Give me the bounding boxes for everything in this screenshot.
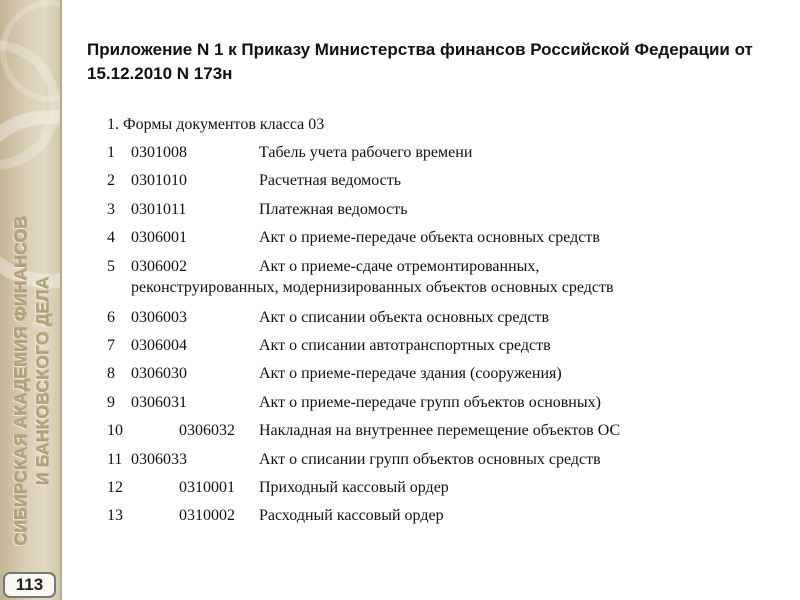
- item-number: 9: [107, 393, 115, 411]
- list-item: [107, 332, 767, 360]
- form-title: Акт о списании объекта основных средств: [259, 308, 550, 326]
- form-code: 0306033: [131, 450, 187, 468]
- item-number: 3: [107, 200, 115, 218]
- academy-name-vertical: [9, 211, 53, 551]
- form-title: Приходный кассовый ордер: [259, 478, 449, 496]
- form-title: Накладная на внутреннее перемещение объектов ОС: [259, 422, 621, 440]
- form-code: 0306030: [131, 365, 187, 383]
- page-number-badge: 113: [3, 572, 56, 598]
- item-number: 11: [107, 450, 123, 468]
- page-title: Приложение N 1 к Приказу Министерства финансов Российской Федерации от 15.12.2010 N 173н: [87, 40, 753, 83]
- form-title: Платежная ведомость: [259, 200, 408, 218]
- list-item: [107, 196, 767, 224]
- list-item: [107, 360, 767, 388]
- item-number: 5: [107, 257, 115, 275]
- form-code: 0306003: [131, 308, 187, 326]
- form-title: Акт о списании автотранспортных средств: [259, 336, 551, 354]
- form-code: 0301008: [131, 144, 187, 161]
- list-item: [107, 417, 767, 445]
- list-heading: 1. Формы документов класса 03: [107, 116, 325, 133]
- list-item: [107, 502, 767, 530]
- list-item: [107, 224, 767, 252]
- form-title: Акт о списании групп объектов основных средств: [259, 450, 601, 468]
- item-number: 7: [107, 336, 115, 354]
- form-code: 0306004: [131, 336, 187, 354]
- form-title: Акт о приеме-сдаче отремонтированных,: [259, 257, 540, 275]
- document-list: [107, 111, 767, 531]
- item-number: 6: [107, 308, 115, 326]
- academy-name-line-1: СИБИРСКАЯ АКАДЕМИЯ ФИНАНСОВ: [10, 216, 30, 546]
- form-title: Расчетная ведомость: [259, 172, 402, 190]
- form-code: 0306001: [131, 229, 187, 247]
- list-item: [107, 167, 767, 195]
- list-item: [107, 474, 767, 502]
- item-number: 8: [107, 365, 115, 383]
- form-code: 0310001: [179, 478, 235, 496]
- form-code: 0301011: [131, 200, 187, 218]
- item-number: 1: [107, 144, 115, 161]
- list-item: [107, 389, 767, 417]
- form-title: Акт о приеме-передаче здания (сооружения): [259, 365, 562, 383]
- form-code: 0306002: [131, 257, 187, 275]
- form-title-continuation: реконструированных, модернизированных объектов основных средств: [131, 278, 614, 296]
- form-code: 0306032: [179, 422, 235, 440]
- form-code: 0306031: [131, 393, 187, 411]
- item-number: 12: [107, 478, 123, 496]
- list-item: [107, 139, 767, 167]
- list-item: [107, 253, 767, 304]
- form-title: Акт о приеме-передаче объекта основных средств: [259, 229, 600, 247]
- academy-name-line-2: И БАНКОВСКОГО ДЕЛА: [32, 276, 52, 486]
- form-title: Акт о приеме-передаче групп объектов основных): [259, 393, 601, 411]
- item-number: 2: [107, 172, 115, 190]
- form-code: 0310002: [179, 507, 235, 525]
- item-number: 10: [107, 422, 123, 440]
- form-title: Табель учета рабочего времени: [259, 144, 473, 161]
- list-item: [107, 304, 767, 332]
- item-number: 13: [107, 507, 123, 525]
- item-number: 4: [107, 229, 115, 247]
- form-title: Расходный кассовый ордер: [259, 507, 444, 525]
- list-item: [107, 446, 767, 474]
- form-code: 0301010: [131, 172, 187, 190]
- sidebar-decoration: [0, 0, 62, 600]
